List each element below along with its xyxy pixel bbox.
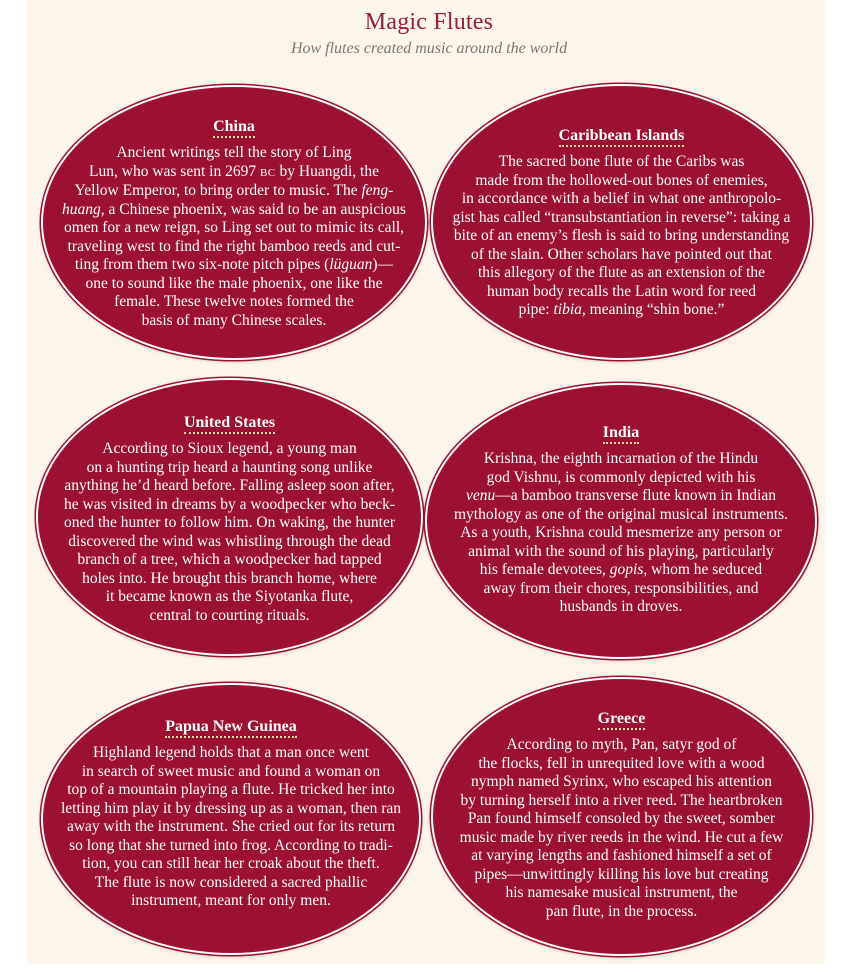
text-line	[43, 781, 419, 800]
text-line	[433, 736, 810, 755]
text-segment: in accordance with a belief in what one anthropolo-	[461, 190, 782, 207]
text-segment: top of a mountain playing a flute. He tricked her into	[67, 781, 395, 798]
oval-india	[425, 383, 817, 659]
text-segment: god Vishnu, is commonly depicted with his	[486, 468, 756, 486]
text-line	[433, 866, 810, 885]
text-line	[38, 607, 421, 626]
region-heading: Papua New Guinea	[43, 717, 419, 737]
text-line	[43, 219, 425, 238]
text-segment: made from the hollowed-out bones of enemies,	[475, 171, 768, 189]
text-line	[433, 172, 810, 191]
text-segment: bite of an enemy’s flesh is said to bring understanding	[453, 227, 790, 244]
text-segment: this allegory of the flute as an extension of the	[477, 264, 766, 281]
text-line	[433, 283, 810, 302]
text-segment: his female devotees,	[479, 561, 610, 578]
text-segment: According to myth, Pan, satyr god of	[506, 736, 737, 753]
text-line	[43, 312, 425, 331]
text-line	[427, 561, 815, 580]
region-text	[433, 736, 810, 921]
text-segment: Lun, who was sent in 2697	[89, 162, 260, 180]
text-segment: by Huangdi, the	[275, 162, 379, 180]
text-segment: music made by river reeds in the wind. He cut a few	[459, 828, 784, 846]
text-line	[43, 744, 419, 763]
text-line	[427, 506, 815, 525]
text-line	[38, 588, 421, 607]
text-line	[43, 874, 419, 893]
text-line	[43, 275, 425, 294]
text-line	[433, 884, 810, 903]
region-text	[427, 450, 815, 617]
text-segment: Highland legend holds that a man once went	[93, 744, 369, 761]
text-line	[427, 580, 815, 599]
text-segment: discovered the wind was whistling through the dead	[68, 532, 391, 550]
region-text	[43, 744, 419, 911]
region-heading: India	[427, 423, 815, 443]
text-segment: ting from them two six-note pitch pipes (	[74, 256, 330, 273]
text-line	[43, 163, 425, 183]
text-line	[43, 800, 419, 819]
text-line	[427, 543, 815, 562]
text-segment: Yellow Emperor, to bring order to music. The	[74, 182, 362, 199]
text-line	[43, 763, 419, 782]
text-line	[38, 514, 421, 533]
text-segment: nymph named Syrinx, who escaped his attention	[471, 773, 772, 790]
region-text	[38, 440, 421, 625]
text-segment: central to courting rituals.	[149, 606, 310, 624]
text-segment: by turning herself into a river reed. The heartbroken	[460, 791, 783, 809]
text-line	[43, 201, 425, 220]
text-line	[38, 533, 421, 552]
region-text	[433, 153, 810, 320]
text-line	[43, 855, 419, 874]
oval-china	[41, 85, 427, 360]
oval-papua-new-guinea	[41, 683, 421, 955]
text-segment: The sacred bone flute of the Caribs was	[498, 153, 745, 170]
text-line	[43, 293, 425, 312]
text-line	[38, 440, 421, 459]
text-line	[433, 755, 810, 774]
text-line	[427, 524, 815, 543]
text-line	[427, 598, 815, 617]
text-segment: pan flute, in the process.	[545, 902, 698, 920]
text-segment: it became known as the Siyotanka flute,	[105, 588, 354, 605]
text-segment: The flute is now considered a sacred phallic	[94, 873, 368, 891]
text-segment: he was visited in dreams by a woodpecker who beck-	[64, 495, 395, 513]
text-line	[38, 496, 421, 515]
text-line	[43, 818, 419, 837]
text-line	[38, 551, 421, 570]
italic-term: huang	[62, 200, 101, 218]
oval-greece	[431, 677, 812, 956]
region-heading: Caribbean Islands	[433, 126, 810, 146]
text-line	[43, 238, 425, 257]
text-line	[38, 477, 421, 496]
text-line	[433, 264, 810, 283]
region-text	[43, 144, 425, 330]
text-segment: human body recalls the Latin word for reed	[486, 282, 756, 300]
text-segment: As a youth, Krishna could mesmerize any person or	[460, 524, 782, 541]
page-subtitle: How flutes created music around the world	[290, 40, 568, 57]
text-segment: instrument, meant for only men.	[131, 892, 331, 909]
text-line	[43, 892, 419, 911]
text-segment: of the slain. Other scholars have pointed out that	[471, 245, 772, 263]
text-line	[433, 190, 810, 209]
text-line	[43, 837, 419, 856]
text-segment: mythology as one of the original musical instruments.	[453, 505, 789, 523]
text-segment: gist has called “transubstantiation in reverse”: taking a	[452, 208, 791, 226]
text-segment: meaning “shin bone.”	[585, 301, 725, 318]
text-line	[433, 773, 810, 792]
text-segment: Ancient writings tell the story of Ling	[116, 144, 352, 161]
italic-term: tibia,	[553, 301, 586, 318]
page-title: Magic Flutes	[364, 9, 494, 35]
text-segment: his namesake musical instrument, the	[505, 884, 738, 901]
text-line	[427, 469, 815, 488]
text-segment: away with the instrument. She cried out for its return	[66, 818, 395, 835]
text-segment: According to Sioux legend, a young man	[102, 440, 357, 457]
text-segment: oned the hunter to follow him. On waking, the hunter	[63, 514, 396, 531]
italic-term: feng-	[361, 182, 394, 199]
text-line	[433, 810, 810, 829]
italic-term: venu	[466, 487, 496, 504]
text-segment: away from their chores, responsibilities, and	[483, 579, 759, 597]
text-segment: omen for a new reign, so Ling set out to mimic its call,	[63, 219, 405, 236]
text-segment: Pan found himself consoled by the sweet, somber	[467, 810, 776, 827]
text-segment: at varying lengths and fashioned himself a set of	[471, 847, 772, 864]
text-segment: traveling west to find the right bamboo reeds and cut-	[67, 237, 401, 255]
text-line	[433, 792, 810, 811]
text-line	[43, 144, 425, 163]
text-segment: in search of sweet music and found a woman on	[81, 762, 381, 780]
text-line	[433, 829, 810, 848]
text-segment: pipe:	[518, 301, 554, 318]
text-segment: —a bamboo transverse flute known in Indian	[495, 487, 776, 504]
text-line	[433, 903, 810, 922]
text-line	[433, 227, 810, 246]
text-line	[433, 847, 810, 866]
text-line	[427, 450, 815, 469]
text-line	[433, 246, 810, 265]
text-line	[38, 459, 421, 478]
region-heading: Greece	[433, 709, 810, 729]
text-line	[433, 301, 810, 320]
text-segment: , a Chinese phoenix, was said to be an auspicious	[100, 200, 406, 218]
text-segment: anything he’d heard before. Falling asleep soon after,	[64, 477, 395, 494]
text-segment: animal with the sound of his playing, particularly	[468, 542, 774, 560]
text-segment: holes into. He brought this branch home, where	[82, 569, 377, 587]
text-segment: so long that she turned into frog. According to tradi-	[69, 836, 393, 854]
text-segment: branch of a tree, which a woodpecker had tapped	[77, 551, 382, 568]
text-segment: the flocks, fell in unrequited love with a wood	[478, 754, 765, 772]
text-line	[43, 182, 425, 201]
italic-term: gopis	[609, 561, 644, 578]
text-line	[433, 209, 810, 228]
text-segment: female. These twelve notes formed the	[114, 293, 354, 310]
italic-term: lüguan	[329, 256, 373, 273]
text-segment: , whom he seduced	[643, 561, 763, 578]
text-line	[38, 570, 421, 589]
region-heading: United States	[38, 413, 421, 433]
text-segment: on a hunting trip heard a haunting song unlike	[86, 458, 373, 476]
text-segment: tion, you can still hear her croak about the theft.	[82, 855, 380, 872]
text-segment: pipes—unwittingly killing his love but creating	[474, 865, 769, 883]
text-line	[43, 256, 425, 275]
text-line	[433, 153, 810, 172]
text-segment: Krishna, the eighth incarnation of the Hindu	[483, 450, 759, 467]
oval-united-states	[36, 378, 423, 656]
text-line	[427, 487, 815, 506]
text-segment: basis of many Chinese scales.	[141, 311, 327, 329]
region-heading: China	[43, 117, 425, 137]
text-segment: one to sound like the male phoenix, one like the	[85, 274, 383, 292]
oval-caribbean-islands	[431, 84, 812, 360]
small-caps-term: BC	[259, 166, 276, 179]
text-segment: husbands in droves.	[559, 598, 683, 615]
text-segment: letting him play it by dressing up as a woman, then ran	[60, 799, 402, 817]
text-segment: )—	[372, 256, 394, 273]
